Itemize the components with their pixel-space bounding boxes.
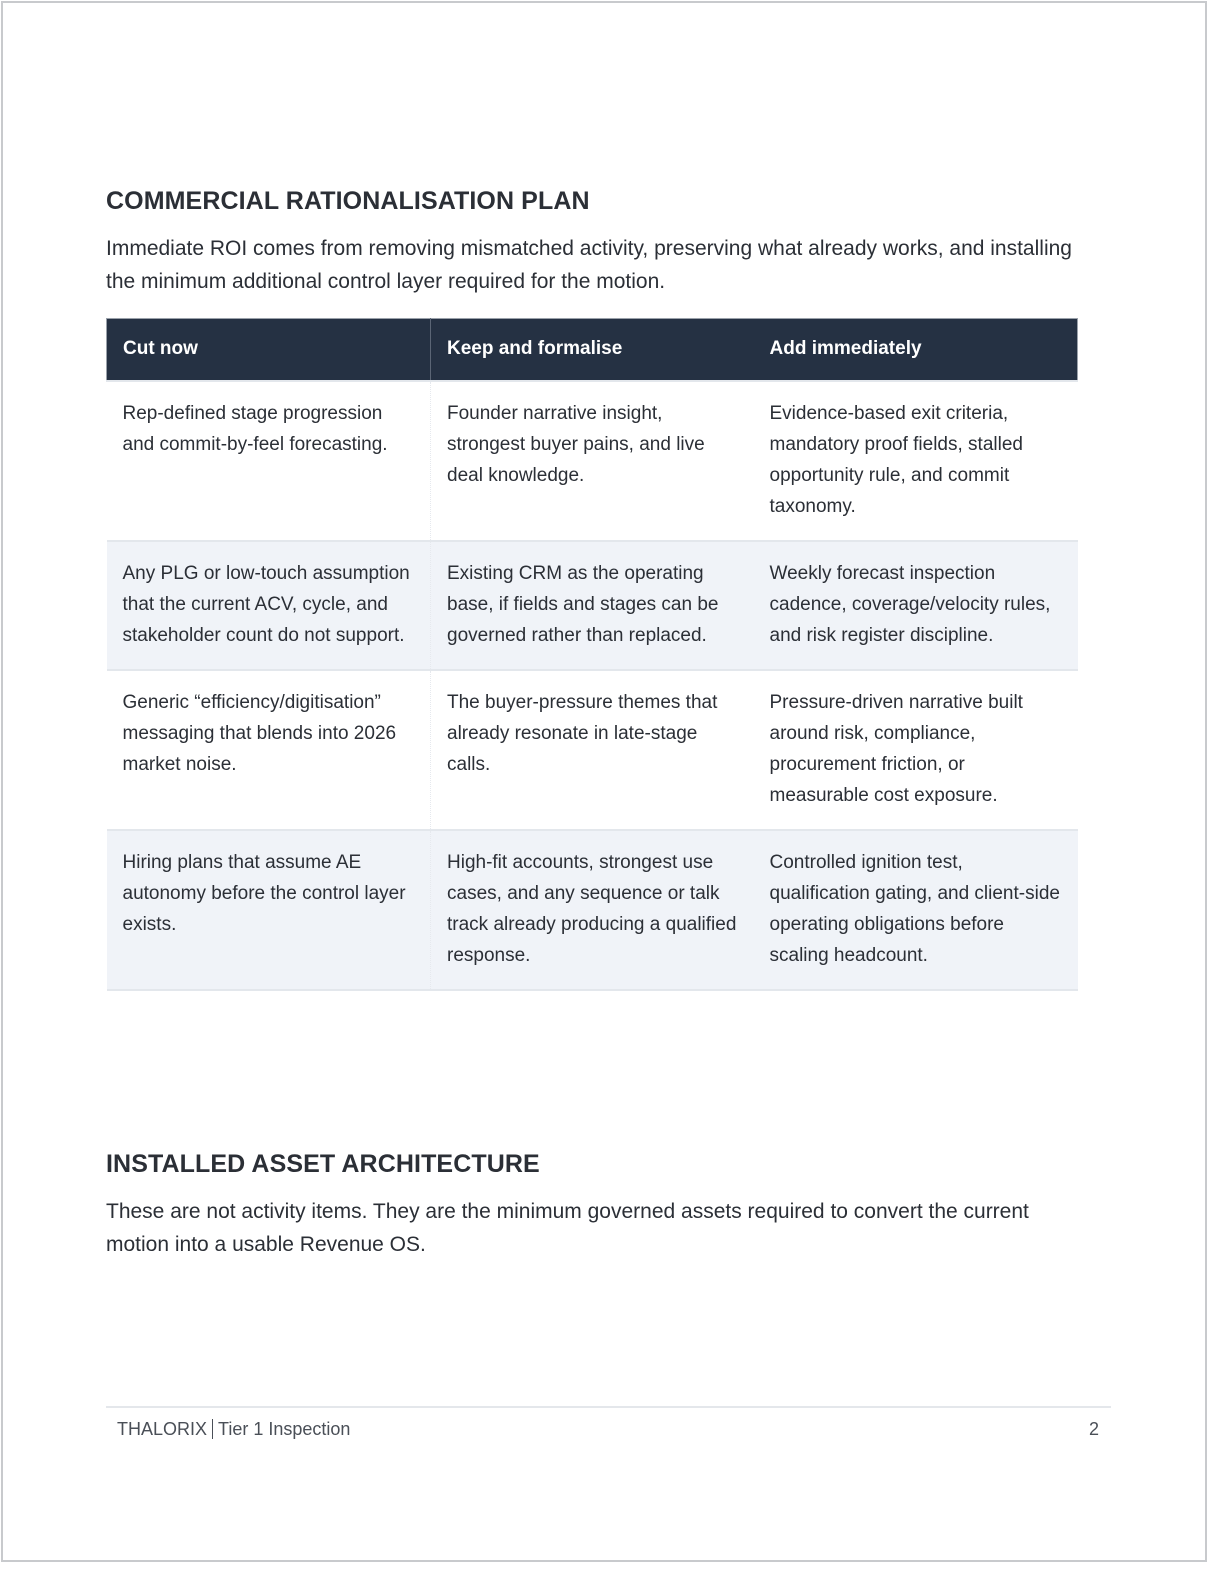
cell-add-immediately: Weekly forecast inspection cadence, coverage/velocity rules, and risk register discipline. [754, 541, 1078, 670]
footer-brand: THALORIX [117, 1419, 208, 1439]
table-header-row [107, 319, 1078, 381]
footer-document-label [117, 1419, 350, 1440]
table-row [107, 670, 1078, 830]
cell-add-immediately: Evidence-based exit criteria, mandatory proof fields, stalled opportunity rule, and commit taxonomy. [754, 381, 1078, 541]
cell-keep-and-formalise: High-fit accounts, strongest use cases, and any sequence or talk track already producing a qualified response. [431, 830, 754, 990]
table-row [107, 381, 1078, 541]
cell-cut-now: Rep-defined stage progression and commit-by-feel forecasting. [107, 381, 431, 541]
cell-keep-and-formalise: Founder narrative insight, strongest buyer pains, and live deal knowledge. [431, 381, 754, 541]
footer-document-name: Tier 1 Inspection [218, 1419, 351, 1439]
cell-keep-and-formalise: Existing CRM as the operating base, if fields and stages can be governed rather than replaced. [431, 541, 754, 670]
cell-cut-now: Any PLG or low-touch assumption that the current ACV, cycle, and stakeholder count do not support. [107, 541, 431, 670]
column-header-add-immediately: Add immediately [754, 319, 1078, 381]
cell-add-immediately: Controlled ignition test, qualification gating, and client-side operating obligations before scaling headcount. [754, 830, 1078, 990]
page-number: 2 [1089, 1419, 1100, 1439]
footer-divider [106, 1406, 1111, 1408]
document-page [1, 1, 1207, 1562]
section-intro-commercial-rationalisation: Immediate ROI comes from removing mismatched activity, preserving what already works, and installing the minimum additional control layer required for the motion. [106, 237, 1072, 293]
section-title-installed-asset-architecture: INSTALLED ASSET ARCHITECTURE [106, 1150, 540, 1178]
column-header-keep-and-formalise: Keep and formalise [431, 319, 754, 381]
cell-add-immediately: Pressure-driven narrative built around risk, compliance, procurement friction, or measurable cost exposure. [754, 670, 1078, 830]
section-intro-installed-asset-architecture: These are not activity items. They are the minimum governed assets required to convert the current motion into a usable Revenue OS. [106, 1200, 1029, 1256]
column-header-cut-now: Cut now [107, 319, 431, 381]
cell-cut-now: Generic “efficiency/digitisation” messaging that blends into 2026 market noise. [107, 670, 431, 830]
table-row [107, 541, 1078, 670]
footer-separator [212, 1419, 213, 1439]
cell-keep-and-formalise: The buyer-pressure themes that already resonate in late-stage calls. [431, 670, 754, 830]
section-title-commercial-rationalisation: COMMERCIAL RATIONALISATION PLAN [106, 187, 590, 215]
rationalisation-plan-table [106, 318, 1078, 991]
cell-cut-now: Hiring plans that assume AE autonomy before the control layer exists. [107, 830, 431, 990]
table-row [107, 830, 1078, 990]
